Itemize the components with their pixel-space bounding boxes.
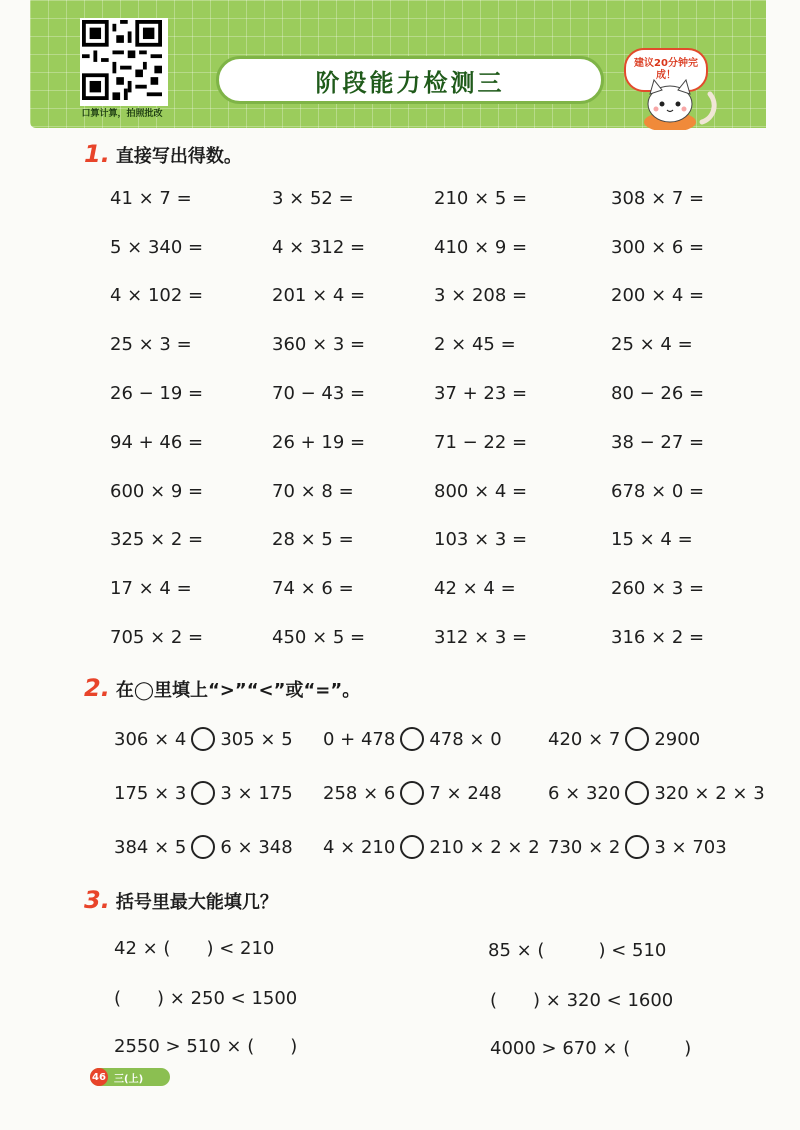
left-expr: 175 × 3	[114, 782, 187, 804]
time-hint: 建议20分钟完成！	[634, 58, 698, 81]
oral-row	[110, 613, 750, 662]
comparison-item	[114, 835, 323, 859]
left-expr: 0 + 478	[323, 728, 396, 750]
oral-item: 25 × 4 =	[611, 334, 693, 356]
comparison-grid	[114, 712, 774, 874]
oral-calculation-grid	[110, 174, 750, 662]
section-2-text: 在◯里填上“>”“<”或“=”。	[115, 680, 361, 701]
answer-circle[interactable]	[625, 781, 649, 805]
answer-circle[interactable]	[625, 727, 649, 751]
oral-item: 800 × 4 =	[434, 480, 528, 502]
oral-item: 41 × 7 =	[110, 187, 192, 209]
oral-row	[110, 223, 750, 272]
right-expr: 305 × 5	[220, 728, 293, 750]
oral-item: 300 × 6 =	[611, 236, 705, 258]
oral-item: 26 − 19 =	[110, 383, 204, 405]
oral-item: 678 × 0 =	[611, 480, 705, 502]
answer-circle[interactable]	[191, 727, 215, 751]
right-expr: 6 × 348	[220, 836, 293, 858]
oral-item: 308 × 7 =	[611, 187, 705, 209]
cat-mascot-icon	[634, 78, 720, 130]
oral-row	[110, 467, 750, 516]
oral-row	[110, 272, 750, 321]
fill-blank-item[interactable]: ( ) × 320 < 1600	[490, 990, 674, 1011]
oral-item: 3 × 52 =	[272, 187, 354, 209]
oral-item: 74 × 6 =	[272, 578, 354, 600]
comparison-item	[323, 727, 548, 751]
oral-item: 94 + 46 =	[110, 431, 204, 453]
answer-circle[interactable]	[400, 835, 424, 859]
section-3-number: 3.	[84, 886, 110, 914]
oral-item: 705 × 2 =	[110, 627, 204, 649]
oral-item: 28 × 5 =	[272, 529, 354, 551]
answer-circle[interactable]	[625, 835, 649, 859]
oral-item: 312 × 3 =	[434, 627, 528, 649]
grade-label: 三(上)	[114, 1073, 144, 1085]
oral-item: 15 × 4 =	[611, 529, 693, 551]
left-expr: 306 × 4	[114, 728, 187, 750]
oral-item: 80 − 26 =	[611, 383, 705, 405]
right-expr: 7 × 248	[429, 782, 502, 804]
oral-item: 450 × 5 =	[272, 627, 366, 649]
oral-item: 42 × 4 =	[434, 578, 516, 600]
oral-item: 70 × 8 =	[272, 480, 354, 502]
fill-blank-item[interactable]: 85 × ( ) < 510	[488, 940, 667, 961]
comparison-item	[323, 781, 548, 805]
oral-item: 25 × 3 =	[110, 334, 192, 356]
section-3-text: 括号里最大能填几？	[115, 892, 278, 913]
left-expr: 258 × 6	[323, 782, 396, 804]
page-title: 阶段能力检测三	[315, 68, 505, 97]
fill-blank-item[interactable]: 4000 > 670 × ( )	[490, 1038, 692, 1059]
section-3-title	[84, 886, 278, 914]
comparison-item	[114, 781, 323, 805]
oral-item: 200 × 4 =	[611, 285, 705, 307]
oral-item: 201 × 4 =	[272, 285, 366, 307]
oral-row	[110, 320, 750, 369]
oral-item: 3 × 208 =	[434, 285, 528, 307]
oral-item: 210 × 5 =	[434, 187, 528, 209]
oral-item: 410 × 9 =	[434, 236, 528, 258]
oral-row	[110, 369, 750, 418]
qr-code-icon	[82, 20, 162, 100]
oral-row	[110, 418, 750, 467]
comparison-row	[114, 820, 774, 874]
oral-item: 71 − 22 =	[434, 431, 528, 453]
oral-item: 4 × 312 =	[272, 236, 366, 258]
oral-item: 103 × 3 =	[434, 529, 528, 551]
section-2-number: 2.	[84, 674, 110, 702]
left-expr: 730 × 2	[548, 836, 621, 858]
right-expr: 3 × 703	[654, 836, 727, 858]
qr-code[interactable]	[80, 18, 168, 106]
oral-item: 360 × 3 =	[272, 334, 366, 356]
right-expr: 320 × 2 × 3	[654, 782, 765, 804]
comparison-row	[114, 712, 774, 766]
comparison-row	[114, 766, 774, 820]
oral-row	[110, 174, 750, 223]
left-expr: 4 × 210	[323, 836, 396, 858]
comparison-item	[548, 727, 774, 751]
answer-circle[interactable]	[400, 727, 424, 751]
fill-blank-item[interactable]: ( ) × 250 < 1500	[114, 988, 298, 1009]
answer-circle[interactable]	[191, 835, 215, 859]
page-number: 46	[90, 1068, 108, 1086]
oral-item: 37 + 23 =	[434, 383, 528, 405]
right-expr: 478 × 0	[429, 728, 502, 750]
answer-circle[interactable]	[400, 781, 424, 805]
fill-blank-item[interactable]: 2550 > 510 × ( )	[114, 1036, 298, 1057]
answer-circle[interactable]	[191, 781, 215, 805]
oral-item: 38 − 27 =	[611, 431, 705, 453]
oral-item: 316 × 2 =	[611, 627, 705, 649]
footer-badge	[90, 1068, 170, 1086]
page-title-banner	[216, 56, 604, 104]
section-1-title	[84, 140, 242, 168]
comparison-item	[323, 835, 548, 859]
section-2-title	[84, 674, 360, 702]
oral-row	[110, 516, 750, 565]
oral-item: 325 × 2 =	[110, 529, 204, 551]
comparison-item	[548, 781, 774, 805]
right-expr: 3 × 175	[220, 782, 293, 804]
qr-caption: 口算计算，拍照批改	[81, 109, 163, 119]
oral-item: 600 × 9 =	[110, 480, 204, 502]
section-1-number: 1.	[84, 140, 110, 168]
left-expr: 384 × 5	[114, 836, 187, 858]
oral-item: 260 × 3 =	[611, 578, 705, 600]
oral-item: 2 × 45 =	[434, 334, 516, 356]
left-expr: 420 × 7	[548, 728, 621, 750]
oral-item: 17 × 4 =	[110, 578, 192, 600]
comparison-item	[114, 727, 323, 751]
right-expr: 210 × 2 × 2	[429, 836, 540, 858]
oral-item: 70 − 43 =	[272, 383, 366, 405]
oral-item: 5 × 340 =	[110, 236, 204, 258]
oral-row	[110, 564, 750, 613]
section-1-text: 直接写出得数。	[115, 146, 242, 167]
right-expr: 2900	[654, 728, 701, 750]
left-expr: 6 × 320	[548, 782, 621, 804]
fill-blank-item[interactable]: 42 × ( ) < 210	[114, 938, 275, 959]
comparison-item	[548, 835, 774, 859]
oral-item: 4 × 102 =	[110, 285, 204, 307]
oral-item: 26 + 19 =	[272, 431, 366, 453]
